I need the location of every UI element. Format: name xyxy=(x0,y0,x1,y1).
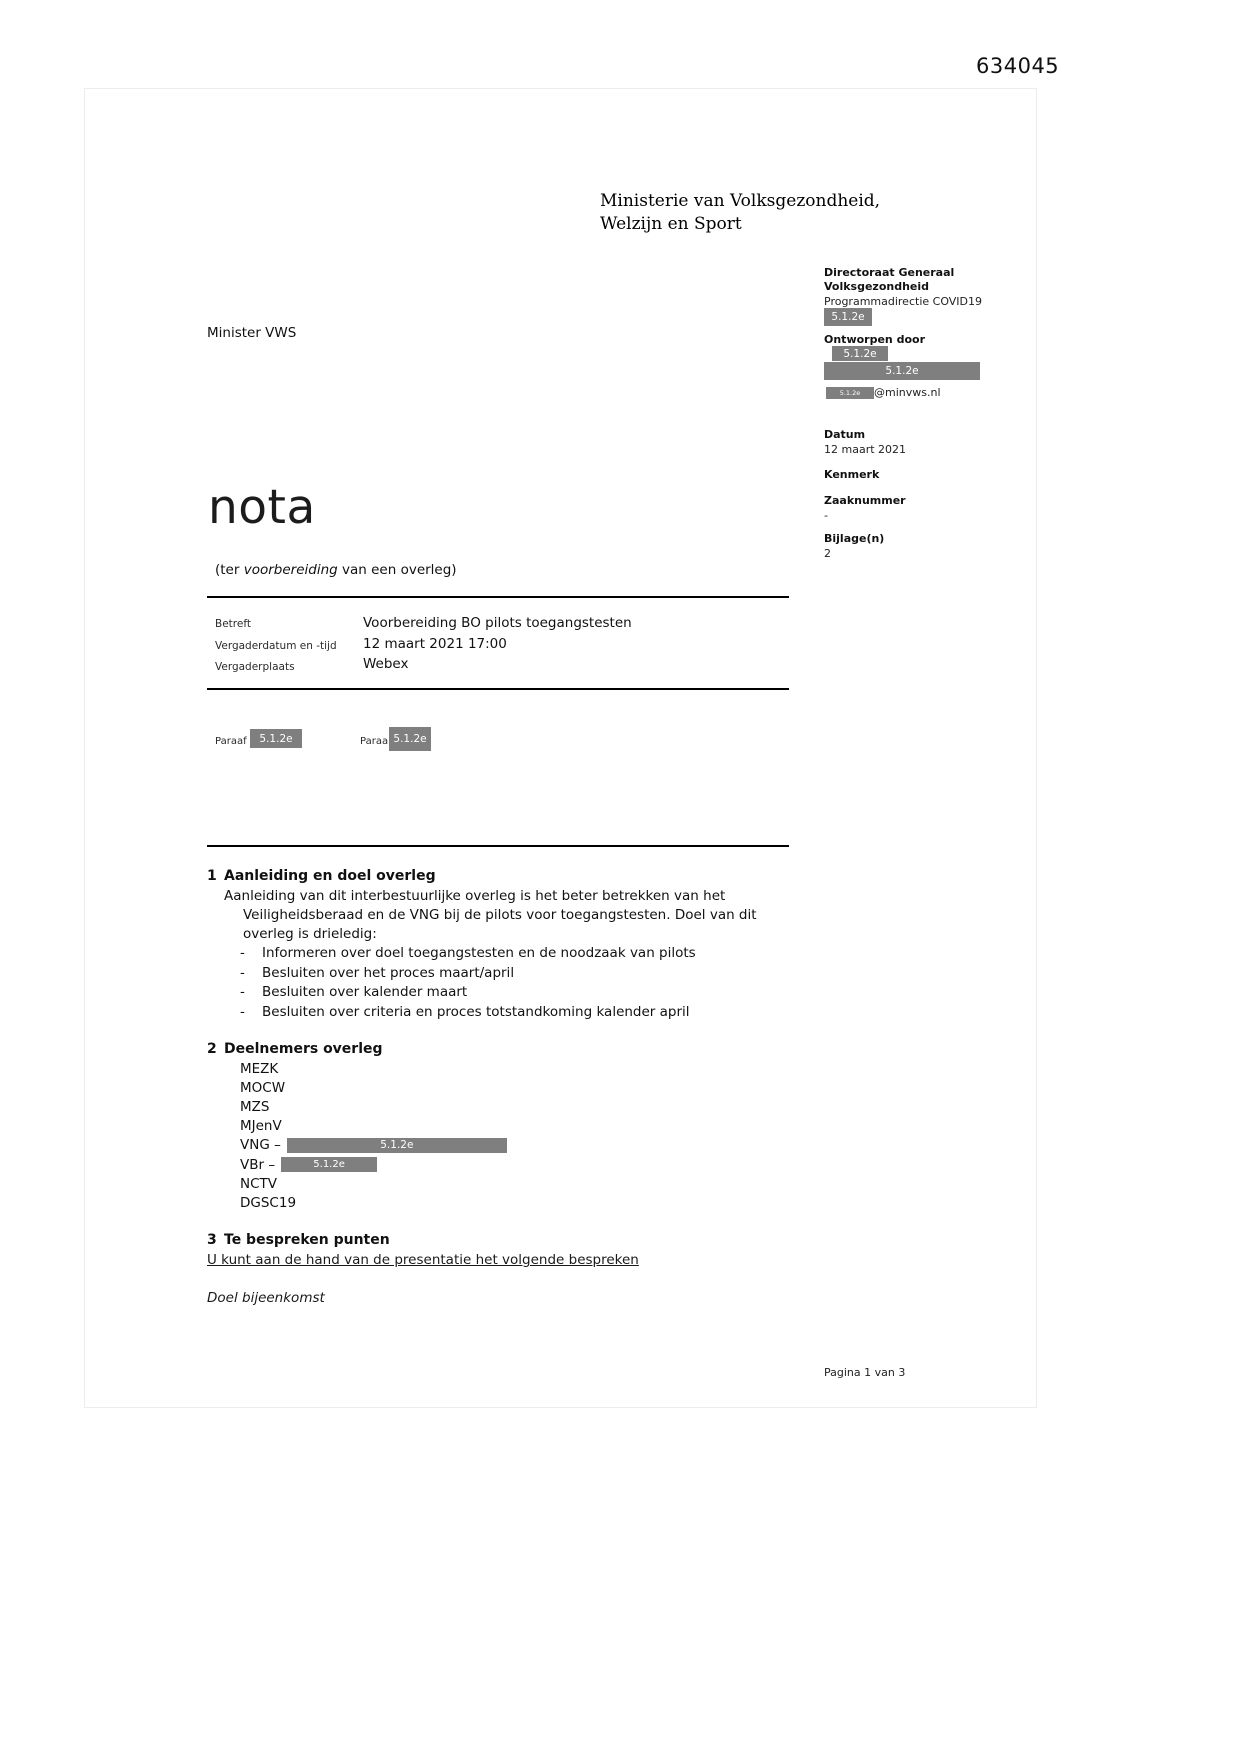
bullet-item xyxy=(240,1003,696,1023)
section-1-heading xyxy=(207,868,436,884)
zaaknummer-value: - xyxy=(824,509,828,522)
program-directorate: Programmadirectie COVID19 xyxy=(824,295,983,308)
divider-line xyxy=(207,688,789,690)
list-item xyxy=(240,1174,507,1193)
bullet-text: Informeren over doel toegangstesten en de noodzaak van pilots xyxy=(262,945,696,961)
section-title: Aanleiding en doel overleg xyxy=(224,868,436,884)
list-item xyxy=(240,1193,507,1212)
bullet-item xyxy=(240,964,696,984)
section-2-heading xyxy=(207,1041,383,1057)
list-item xyxy=(240,1155,507,1174)
bullet-text: Besluiten over criteria en proces totstandkoming kalender april xyxy=(262,1003,690,1020)
datum-label: Datum xyxy=(824,428,866,441)
recipient: Minister VWS xyxy=(207,325,297,341)
redaction-block: 5.1.2e xyxy=(824,308,872,326)
participant-name: MJenV xyxy=(240,1118,282,1135)
meta-value: Webex xyxy=(363,656,409,672)
meta-label: Vergaderdatum en -tijd xyxy=(215,640,337,652)
ministry-line1: Ministerie van Volksgezondheid, xyxy=(600,191,881,211)
list-item xyxy=(240,1136,507,1155)
redaction-block: 5.1.2e xyxy=(832,346,888,361)
ministry-header xyxy=(600,190,880,237)
ontworpen-door-label: Ontworpen door xyxy=(824,333,925,346)
participant-name: DGSC19 xyxy=(240,1194,297,1211)
bullet-text: Besluiten over het proces maart/april xyxy=(262,964,515,981)
document-number: 634045 xyxy=(976,54,1060,78)
participant-name: MOCW xyxy=(240,1079,286,1096)
directorate-line1: Directoraat Generaal xyxy=(824,266,955,279)
subtitle-post: van een overleg) xyxy=(337,562,457,578)
kenmerk-label: Kenmerk xyxy=(824,468,880,481)
participant-name: NCTV xyxy=(240,1175,278,1192)
bullet-item xyxy=(240,983,696,1003)
section-1-body: Aanleiding van dit interbestuurlijke overleg is het beter betrekken van het Veiligheidsberaad en de VNG bij de pilots voor toegangstesten. Doel van dit overleg is drieledig: xyxy=(224,888,757,942)
redaction-block: 5.1.2e xyxy=(287,1138,507,1153)
participant-name: MZS xyxy=(240,1098,270,1115)
list-item xyxy=(240,1097,507,1116)
subtitle-italic: voorbereiding xyxy=(243,562,338,578)
redaction-block: 5.1.2e xyxy=(389,727,431,751)
meta-value: 12 maart 2021 17:00 xyxy=(363,636,507,652)
divider-line xyxy=(207,845,789,847)
redaction-block: 5.1.2e xyxy=(824,362,980,380)
bullet-item xyxy=(240,944,696,964)
bullet-marker: - xyxy=(240,1003,245,1020)
redaction-block: 5.1.2e xyxy=(281,1157,377,1172)
section-3-intro: U kunt aan de hand van de presentatie het volgende bespreken xyxy=(207,1252,639,1268)
participant-name: VBr – xyxy=(240,1156,276,1173)
bullet-marker: - xyxy=(240,945,245,961)
section-number: 3 xyxy=(207,1232,217,1248)
bullet-marker: - xyxy=(240,984,245,1001)
paraaf-label: Paraaf xyxy=(215,736,247,747)
redaction-block: 5.1.2e xyxy=(250,729,302,748)
directorate-line2: Volksgezondheid xyxy=(824,280,930,293)
paraaf-label: Paraa xyxy=(360,736,389,747)
section-3-subheading: Doel bijeenkomst xyxy=(207,1290,325,1306)
document-title: nota xyxy=(208,480,316,535)
list-item xyxy=(240,1059,507,1078)
section-number: 2 xyxy=(207,1041,217,1057)
page-footer: Pagina 1 van 3 xyxy=(824,1366,906,1379)
email-suffix: @minvws.nl xyxy=(874,386,941,399)
section-1-bullets xyxy=(240,944,696,1022)
bijlage-label: Bijlage(n) xyxy=(824,532,885,545)
participant-name: MEZK xyxy=(240,1060,279,1077)
meta-label: Betreft xyxy=(215,618,251,630)
list-item xyxy=(240,1117,507,1136)
list-item xyxy=(240,1078,507,1097)
participants-list xyxy=(240,1059,507,1213)
meta-value: Voorbereiding BO pilots toegangstesten xyxy=(363,615,632,631)
bullet-marker: - xyxy=(240,964,245,981)
bullet-text: Besluiten over kalender maart xyxy=(262,984,468,1001)
zaaknummer-label: Zaaknummer xyxy=(824,494,906,507)
ministry-line2: Welzijn en Sport xyxy=(600,214,742,235)
datum-value: 12 maart 2021 xyxy=(824,443,907,456)
bijlage-value: 2 xyxy=(824,547,831,560)
email-row xyxy=(826,386,941,400)
document-subtitle xyxy=(215,562,457,578)
meta-label: Vergaderplaats xyxy=(215,661,295,673)
section-title: Deelnemers overleg xyxy=(224,1041,383,1057)
redaction-block: 5.1.2e xyxy=(826,387,874,399)
divider-line xyxy=(207,596,789,598)
section-title: Te bespreken punten xyxy=(224,1232,390,1248)
participant-name: VNG – xyxy=(240,1137,281,1154)
subtitle-pre: (ter xyxy=(215,562,244,578)
section-number: 1 xyxy=(207,868,217,884)
section-3-heading xyxy=(207,1232,390,1248)
